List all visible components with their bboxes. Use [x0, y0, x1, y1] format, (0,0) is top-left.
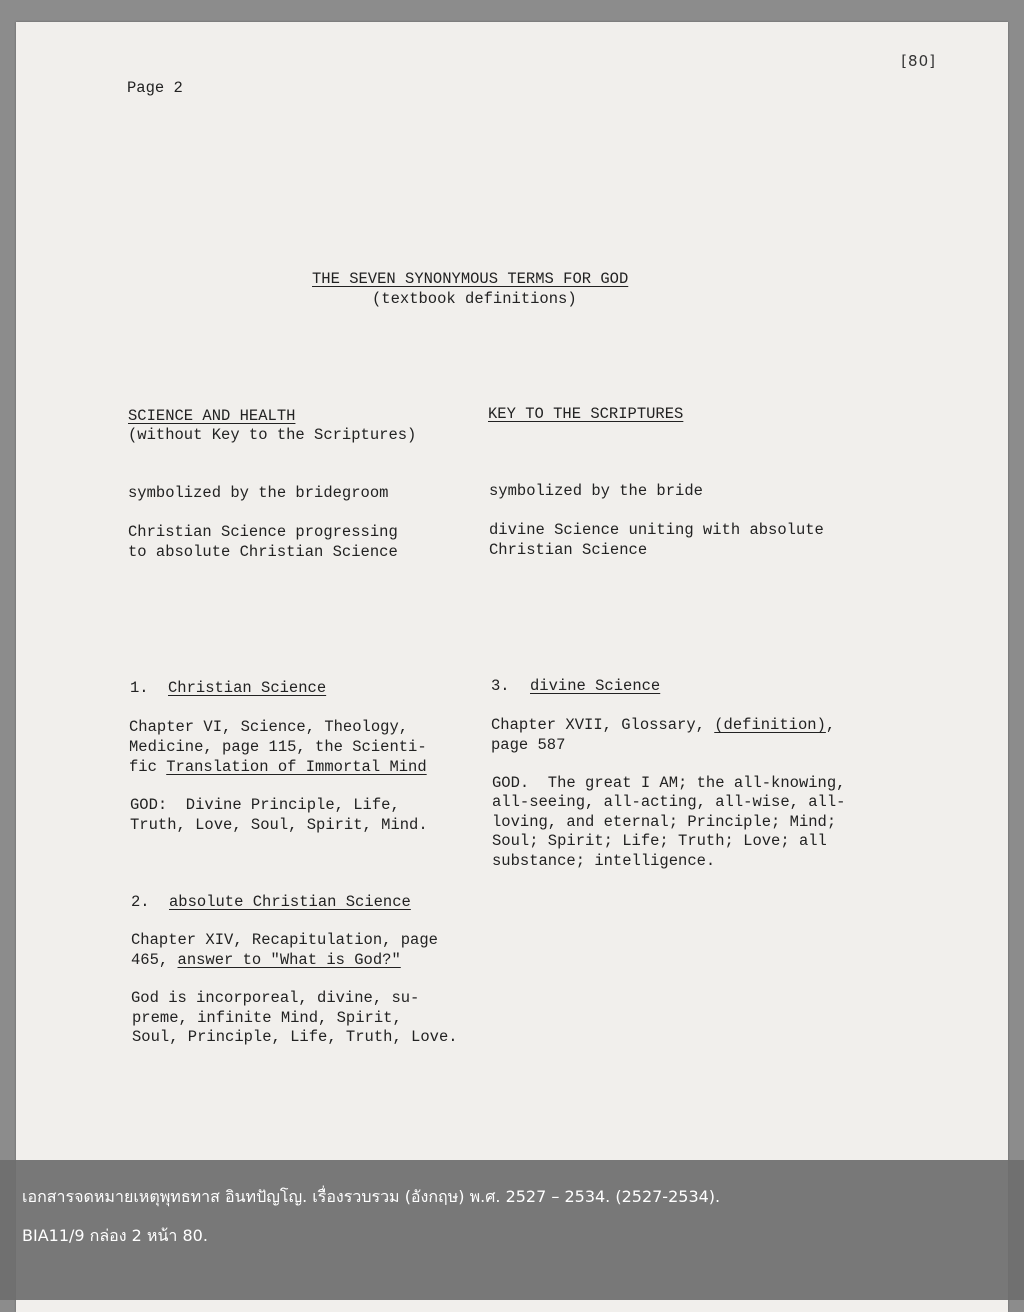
archive-caption [0, 1160, 1024, 1300]
left-symbol: symbolized by the bridegroom [128, 484, 389, 502]
item1-ref-line2: Medicine, page 115, the Scienti- [129, 738, 427, 756]
item3-def-line2: all-seeing, all-acting, all-wise, all- [492, 793, 846, 811]
item3-number: 3. [491, 677, 510, 695]
document-title: THE SEVEN SYNONYMOUS TERMS FOR GOD [312, 270, 629, 288]
right-unite-line2: Christian Science [489, 541, 648, 559]
right-heading: KEY TO THE SCRIPTURES [488, 405, 684, 423]
caption-line2: BIA11/9 กล่อง 2 หน้า 80. [22, 1226, 208, 1245]
item3-ref-line1 [491, 716, 835, 736]
item3-title: divine Science [530, 677, 661, 695]
item1-def-line2: Truth, Love, Soul, Spirit, Mind. [130, 816, 428, 834]
item3-def-line1: GOD. The great I AM; the all-knowing, [492, 774, 846, 792]
item2-ref-line1: Chapter XIV, Recapitulation, page [131, 931, 438, 949]
page-label: Page 2 [127, 79, 183, 97]
item2-title: absolute Christian Science [169, 893, 411, 911]
item1-ref-line3 [129, 758, 427, 778]
item1-ref-link: Translation of Immortal Mind [166, 758, 427, 776]
item3-ref-link: (definition) [714, 716, 826, 734]
item2-def-line1: God is incorporeal, divine, su- [131, 989, 420, 1007]
document-page [16, 22, 1008, 1312]
item1-title: Christian Science [168, 679, 327, 697]
item2-def-line2: preme, infinite Mind, Spirit, [132, 1009, 402, 1027]
item2-ref-line2 [131, 951, 401, 971]
item3-def-line3: loving, and eternal; Principle; Mind; [492, 813, 837, 831]
document-subtitle: (textbook definitions) [372, 290, 577, 308]
item1-ref-line1: Chapter VI, Science, Theology, [129, 718, 409, 736]
caption-line1: เอกสารจดหมายเหตุพุทธทาส อินทปัญโญ. เรื่องรวบรวม (อังกฤษ) พ.ศ. 2527 – 2534. (2527-2534). [22, 1187, 721, 1206]
item3-def-line4: Soul; Spirit; Life; Truth; Love; all [492, 832, 827, 850]
item3-ref-line2: page 587 [491, 736, 566, 754]
item3-ref-prefix: Chapter XVII, Glossary, [491, 716, 715, 734]
left-progress-line2: to absolute Christian Science [128, 543, 398, 561]
item2-def-line3: Soul, Principle, Life, Truth, Love. [132, 1028, 458, 1046]
item1-def-line1: GOD: Divine Principle, Life, [130, 796, 400, 814]
left-heading: SCIENCE AND HEALTH [128, 407, 296, 425]
archive-number: [80] [901, 52, 936, 70]
item2-ref-link: answer to "What is God?" [177, 951, 401, 969]
item2-ref-prefix: 465, [131, 951, 178, 969]
item3-ref-suffix: , [825, 716, 836, 734]
item1-ref-prefix: fic [129, 758, 167, 776]
left-heading-sub: (without Key to the Scriptures) [128, 426, 417, 444]
item1-number: 1. [130, 679, 149, 697]
item3-def-line5: substance; intelligence. [492, 852, 716, 870]
right-symbol: symbolized by the bride [489, 482, 703, 500]
right-unite-line1: divine Science uniting with absolute [489, 521, 824, 539]
item2-number: 2. [131, 893, 150, 911]
left-progress-line1: Christian Science progressing [128, 523, 398, 541]
